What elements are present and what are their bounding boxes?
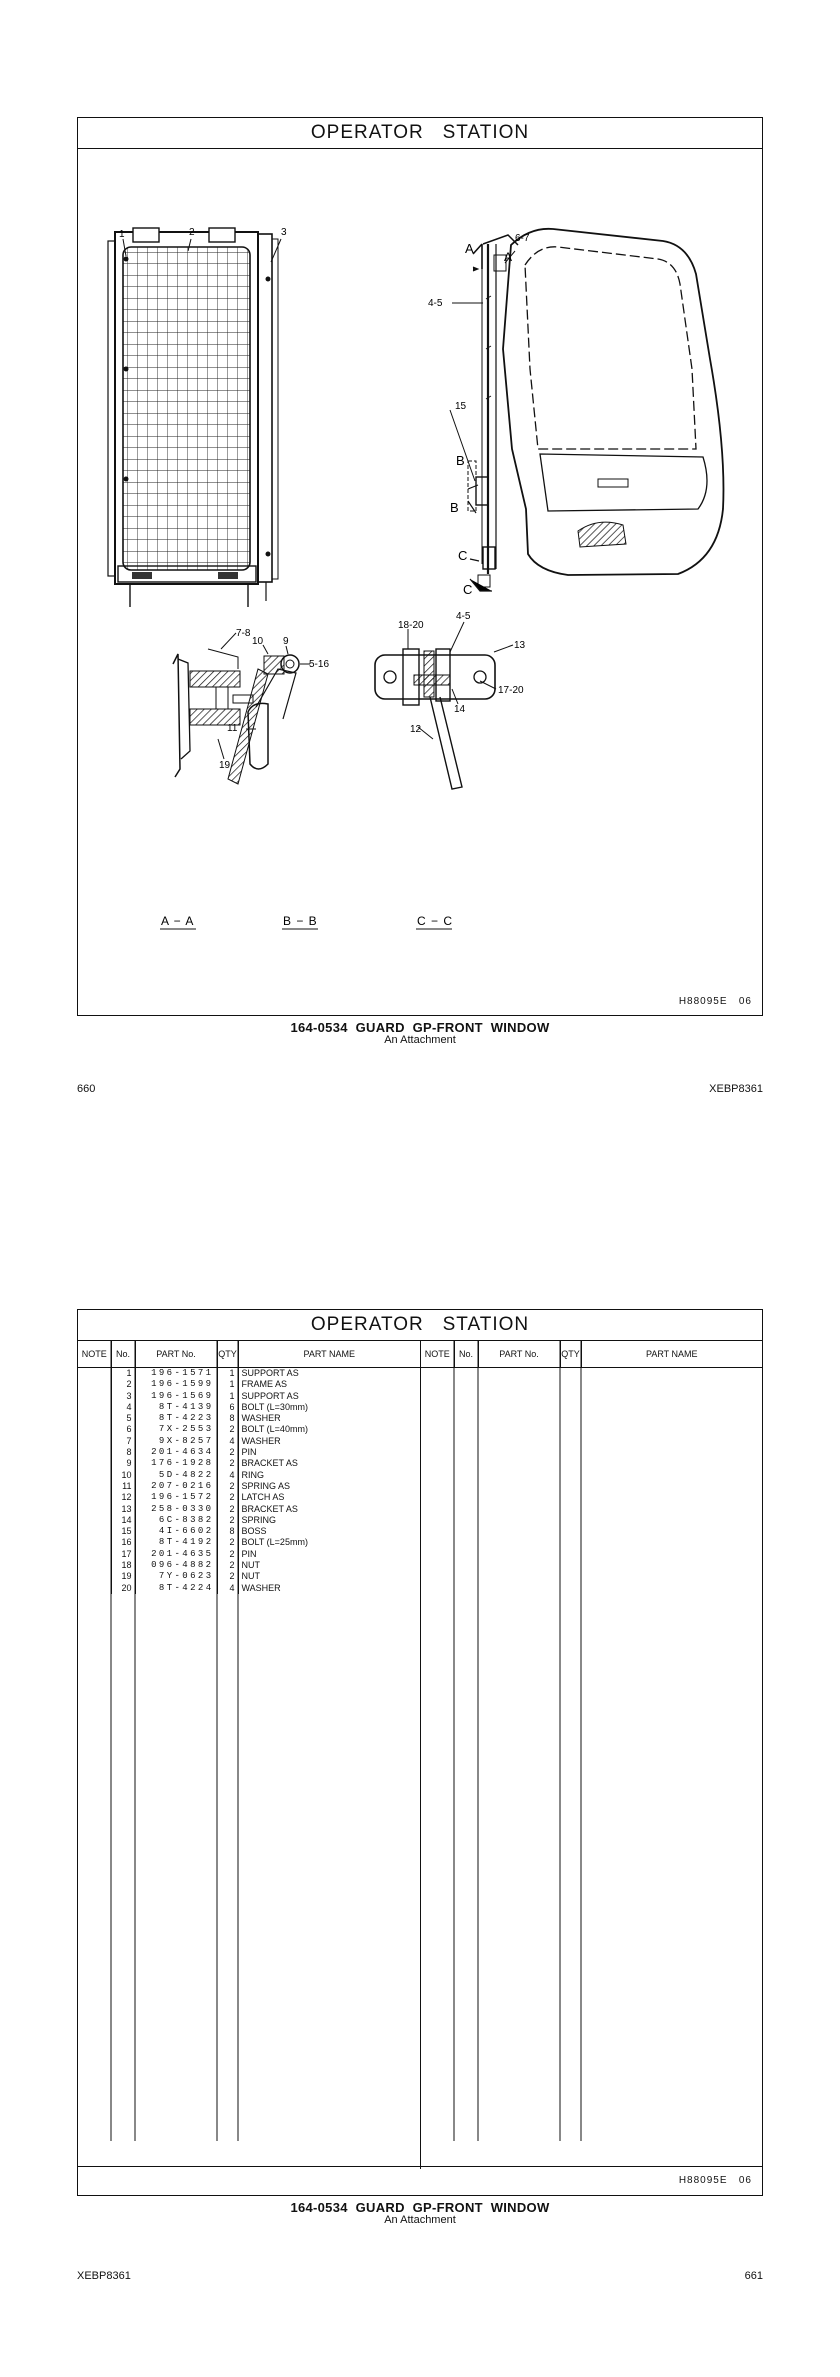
part-name: SUPPORT AS (241, 1390, 299, 1401)
quantity: 2 (217, 1515, 238, 1526)
quantity: 2 (217, 1560, 238, 1571)
note-cell (78, 1560, 111, 1571)
item-number: 8 (111, 1447, 135, 1458)
table-row (78, 1492, 420, 1503)
quantity: 2 (217, 1571, 238, 1582)
col-part-no: PART No. (135, 1341, 217, 1368)
callout-5-16: 5-16 (309, 659, 330, 670)
parts-caption-subtitle: An Attachment (384, 2214, 456, 2226)
note-cell (78, 1413, 111, 1424)
quantity: 2 (217, 1458, 238, 1469)
callout-9: 9 (283, 636, 289, 647)
view-label-a-a: A − A (161, 914, 195, 928)
part-name: BRACKET AS (241, 1503, 298, 1514)
callout-1: 1 (119, 229, 125, 240)
quantity: 2 (217, 1447, 238, 1458)
part-name: BOLT (L=25mm) (241, 1537, 308, 1548)
part-name: BOSS (241, 1526, 267, 1537)
quantity: 1 (217, 1368, 238, 1380)
quantity: 8 (217, 1526, 238, 1537)
part-number: 196-1599 (135, 1379, 217, 1390)
parts-caption-title: 164-0534 GUARD GP-FRONT WINDOW (290, 2200, 550, 2215)
part-number: 196-1571 (135, 1368, 217, 1380)
quantity: 4 (217, 1436, 238, 1447)
part-number: 196-1569 (135, 1391, 217, 1402)
page-number-right: 661 (744, 2270, 763, 2282)
note-cell (78, 1526, 111, 1537)
part-number: 096-4882 (135, 1560, 217, 1571)
parts-tables (78, 1341, 762, 2169)
callout-2: 2 (189, 227, 195, 238)
section-mark-a-2: A (504, 250, 513, 264)
section-mark-a-1: A (465, 241, 474, 256)
doc-code-right: XEBP8361 (709, 1083, 763, 1095)
item-number: 2 (111, 1379, 135, 1390)
note-cell (78, 1458, 111, 1469)
callout-14: 14 (454, 704, 466, 715)
item-number: 17 (111, 1549, 135, 1560)
part-name: LATCH AS (241, 1492, 285, 1503)
note-cell (78, 1537, 111, 1548)
quantity: 4 (217, 1470, 238, 1481)
drawing-code: H88095E 06 (678, 996, 752, 1007)
col-qty: QTY (217, 1341, 238, 1368)
item-number: 16 (111, 1537, 135, 1548)
part-number: 176-1928 (135, 1458, 217, 1469)
table-row (78, 1470, 420, 1481)
part-number: 7Y-0623 (135, 1571, 217, 1582)
table-row (78, 1436, 420, 1447)
table-row (78, 1526, 420, 1537)
table-row (78, 1504, 420, 1515)
part-number: 4I-6602 (135, 1526, 217, 1537)
item-number: 13 (111, 1504, 135, 1515)
part-name: BRACKET AS (241, 1458, 298, 1469)
part-number: 207-0216 (135, 1481, 217, 1492)
parts-table-left (78, 1341, 421, 2169)
section-mark-b-1: B (456, 453, 465, 468)
col-no: No. (111, 1341, 135, 1368)
col-note-2: NOTE (421, 1341, 454, 1368)
note-cell (78, 1391, 111, 1402)
caption-subtitle: An Attachment (384, 1034, 456, 1046)
table-row (78, 1368, 420, 1380)
part-number: 258-0330 (135, 1504, 217, 1515)
table-row (78, 1413, 420, 1424)
note-cell (78, 1549, 111, 1560)
part-number: 8T-4223 (135, 1413, 217, 1424)
item-number: 18 (111, 1560, 135, 1571)
quantity: 2 (217, 1424, 238, 1435)
view-label-c-c: C − C (417, 914, 454, 928)
note-cell (78, 1504, 111, 1515)
table-row (78, 1458, 420, 1469)
item-number: 4 (111, 1402, 135, 1413)
part-name: WASHER (241, 1435, 281, 1446)
callout-18-20: 18-20 (398, 620, 424, 631)
col-part-no-2: PART No. (478, 1341, 560, 1368)
callout-11: 11 (227, 723, 238, 734)
part-name: SUPPORT AS (241, 1368, 299, 1378)
item-number: 15 (111, 1526, 135, 1537)
col-part-name-2: PART NAME (581, 1341, 762, 1368)
item-number: 6 (111, 1424, 135, 1435)
parts-footer-strip (78, 2166, 762, 2195)
table-row (78, 1571, 420, 1582)
drawing-code-2: H88095E 06 (678, 2175, 752, 2186)
item-number: 9 (111, 1458, 135, 1469)
part-number: 196-1572 (135, 1492, 217, 1503)
parts-title: OPERATOR STATION (78, 1310, 762, 1341)
item-number: 12 (111, 1492, 135, 1503)
callout-3: 3 (281, 227, 287, 238)
table-row (78, 1402, 420, 1413)
part-name: NUT (241, 1560, 260, 1571)
table-row (78, 1583, 420, 1594)
note-cell (78, 1571, 111, 1582)
quantity: 8 (217, 1413, 238, 1424)
note-cell (78, 1402, 111, 1413)
section-mark-c-2: C (463, 582, 473, 597)
note-cell (78, 1368, 111, 1380)
quantity: 1 (217, 1391, 238, 1402)
table-row (78, 1537, 420, 1548)
note-cell (78, 1492, 111, 1503)
note-cell (78, 1481, 111, 1492)
page-number-left: 660 (77, 1083, 96, 1095)
part-number: 8T-4224 (135, 1583, 217, 1594)
item-number: 5 (111, 1413, 135, 1424)
caption-title: 164-0534 GUARD GP-FRONT WINDOW (290, 1020, 550, 1035)
part-name: BOLT (L=40mm) (241, 1424, 308, 1435)
quantity: 1 (217, 1379, 238, 1390)
part-name: SPRING AS (241, 1480, 291, 1491)
item-number: 14 (111, 1515, 135, 1526)
quantity: 2 (217, 1504, 238, 1515)
item-number: 20 (111, 1583, 135, 1594)
quantity: 2 (217, 1492, 238, 1503)
table-row (78, 1447, 420, 1458)
table-row (78, 1481, 420, 1492)
part-number: 8T-4139 (135, 1402, 217, 1413)
col-qty-2: QTY (560, 1341, 581, 1368)
note-cell (78, 1470, 111, 1481)
part-name: WASHER (241, 1582, 281, 1593)
item-number: 7 (111, 1436, 135, 1447)
note-cell (78, 1436, 111, 1447)
quantity: 2 (217, 1481, 238, 1492)
callout-12: 12 (410, 724, 422, 735)
note-cell (78, 1583, 111, 1594)
parts-table-right (421, 1341, 762, 2169)
part-number: 5D-4822 (135, 1470, 217, 1481)
part-name: NUT (241, 1571, 260, 1582)
callout-7-8: 7-8 (236, 628, 251, 639)
callout-13: 13 (514, 640, 526, 651)
part-name: PIN (241, 1447, 257, 1458)
view-label-b-b: B − B (283, 914, 318, 928)
item-number: 11 (111, 1481, 135, 1492)
part-name: BOLT (L=30mm) (241, 1401, 308, 1412)
note-cell (78, 1515, 111, 1526)
part-number: 8T-4192 (135, 1537, 217, 1548)
parts-rows (78, 1368, 420, 1594)
part-name: RING (241, 1469, 264, 1480)
page-title: OPERATOR STATION (78, 118, 762, 149)
quantity: 2 (217, 1549, 238, 1560)
callout-6-7: 6-7 (515, 233, 530, 244)
col-part-name: PART NAME (238, 1341, 420, 1368)
table-row (78, 1391, 420, 1402)
callout-10: 10 (252, 636, 264, 647)
quantity: 4 (217, 1583, 238, 1594)
section-mark-c-1: C (458, 548, 468, 563)
part-name: PIN (241, 1548, 257, 1559)
note-cell (78, 1379, 111, 1390)
item-number: 10 (111, 1470, 135, 1481)
col-no-2: No. (454, 1341, 478, 1368)
quantity: 6 (217, 1402, 238, 1413)
table-row (78, 1549, 420, 1560)
part-number: 201-4635 (135, 1549, 217, 1560)
parts-caption (0, 2200, 840, 2226)
part-number: 6C-8382 (135, 1515, 217, 1526)
doc-code-left: XEBP8361 (77, 2270, 131, 2282)
item-number: 1 (111, 1368, 135, 1380)
parts-list-frame (77, 1309, 763, 2196)
col-note: NOTE (78, 1341, 111, 1368)
callout-4-5-section: 4-5 (456, 611, 471, 622)
part-name: FRAME AS (241, 1379, 288, 1390)
table-row (78, 1379, 420, 1390)
part-number: 9X-8257 (135, 1436, 217, 1447)
callout-17-20: 17-20 (498, 685, 524, 696)
callout-4-5-side: 4-5 (428, 298, 443, 309)
part-number: 201-4634 (135, 1447, 217, 1458)
table-row (78, 1560, 420, 1571)
callout-15: 15 (455, 401, 467, 412)
part-name: WASHER (241, 1413, 281, 1424)
callout-19: 19 (219, 760, 231, 771)
note-cell (78, 1447, 111, 1458)
note-cell (78, 1424, 111, 1435)
item-number: 3 (111, 1391, 135, 1402)
item-number: 19 (111, 1571, 135, 1582)
section-mark-b-2: B (450, 500, 459, 515)
table-row (78, 1515, 420, 1526)
table-row (78, 1424, 420, 1435)
part-name: SPRING (241, 1514, 277, 1525)
part-number: 7X-2553 (135, 1424, 217, 1435)
quantity: 2 (217, 1537, 238, 1548)
